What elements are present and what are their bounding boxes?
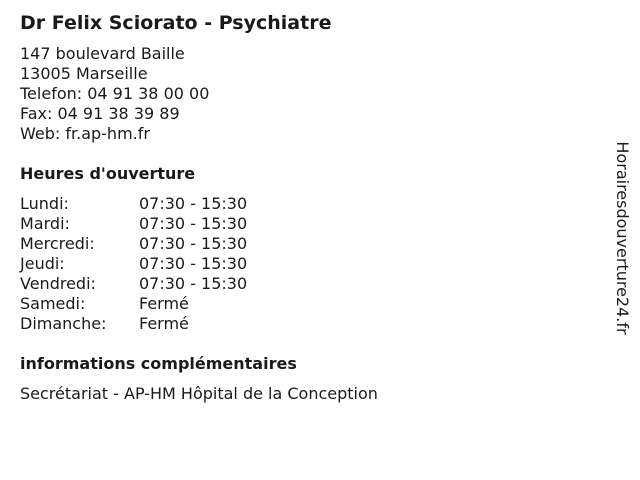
day-label: Mardi: bbox=[20, 214, 70, 233]
hours-row-sunday bbox=[20, 314, 247, 334]
contact-block bbox=[20, 44, 209, 144]
phone-number: Telefon: 04 91 38 00 00 bbox=[20, 84, 210, 103]
day-hours: 07:30 - 15:30 bbox=[139, 214, 248, 233]
hours-row-saturday bbox=[20, 294, 247, 314]
city-address: 13005 Marseille bbox=[20, 64, 148, 83]
day-label: Samedi: bbox=[20, 294, 86, 313]
hours-heading: Heures d'ouverture bbox=[20, 164, 196, 183]
street-address: 147 boulevard Baille bbox=[20, 44, 185, 63]
hours-row-wednesday bbox=[20, 234, 247, 254]
site-watermark: Horairesdouverture24.fr bbox=[613, 141, 632, 335]
hours-row-monday bbox=[20, 194, 247, 214]
website-text: Web: fr.ap-hm.fr bbox=[20, 124, 150, 143]
day-label: Lundi: bbox=[20, 194, 69, 213]
hours-row-tuesday bbox=[20, 214, 247, 234]
day-hours: Fermé bbox=[139, 314, 189, 333]
info-text: Secrétariat - AP-HM Hôpital de la Conception bbox=[20, 384, 378, 403]
day-hours: 07:30 - 15:30 bbox=[139, 194, 248, 213]
day-label: Mercredi: bbox=[20, 234, 95, 253]
hours-row-thursday bbox=[20, 254, 247, 274]
day-hours: 07:30 - 15:30 bbox=[139, 274, 248, 293]
day-label: Vendredi: bbox=[20, 274, 96, 293]
hours-row-friday bbox=[20, 274, 247, 294]
fax-number: Fax: 04 91 38 39 89 bbox=[20, 104, 180, 123]
day-hours: 07:30 - 15:30 bbox=[139, 254, 248, 273]
info-heading: informations complémentaires bbox=[20, 354, 297, 373]
day-label: Dimanche: bbox=[20, 314, 107, 333]
page-title: Dr Felix Sciorato - Psychiatre bbox=[20, 12, 332, 34]
hours-table bbox=[20, 194, 247, 334]
day-hours: Fermé bbox=[139, 294, 189, 313]
day-hours: 07:30 - 15:30 bbox=[139, 234, 248, 253]
day-label: Jeudi: bbox=[20, 254, 65, 273]
